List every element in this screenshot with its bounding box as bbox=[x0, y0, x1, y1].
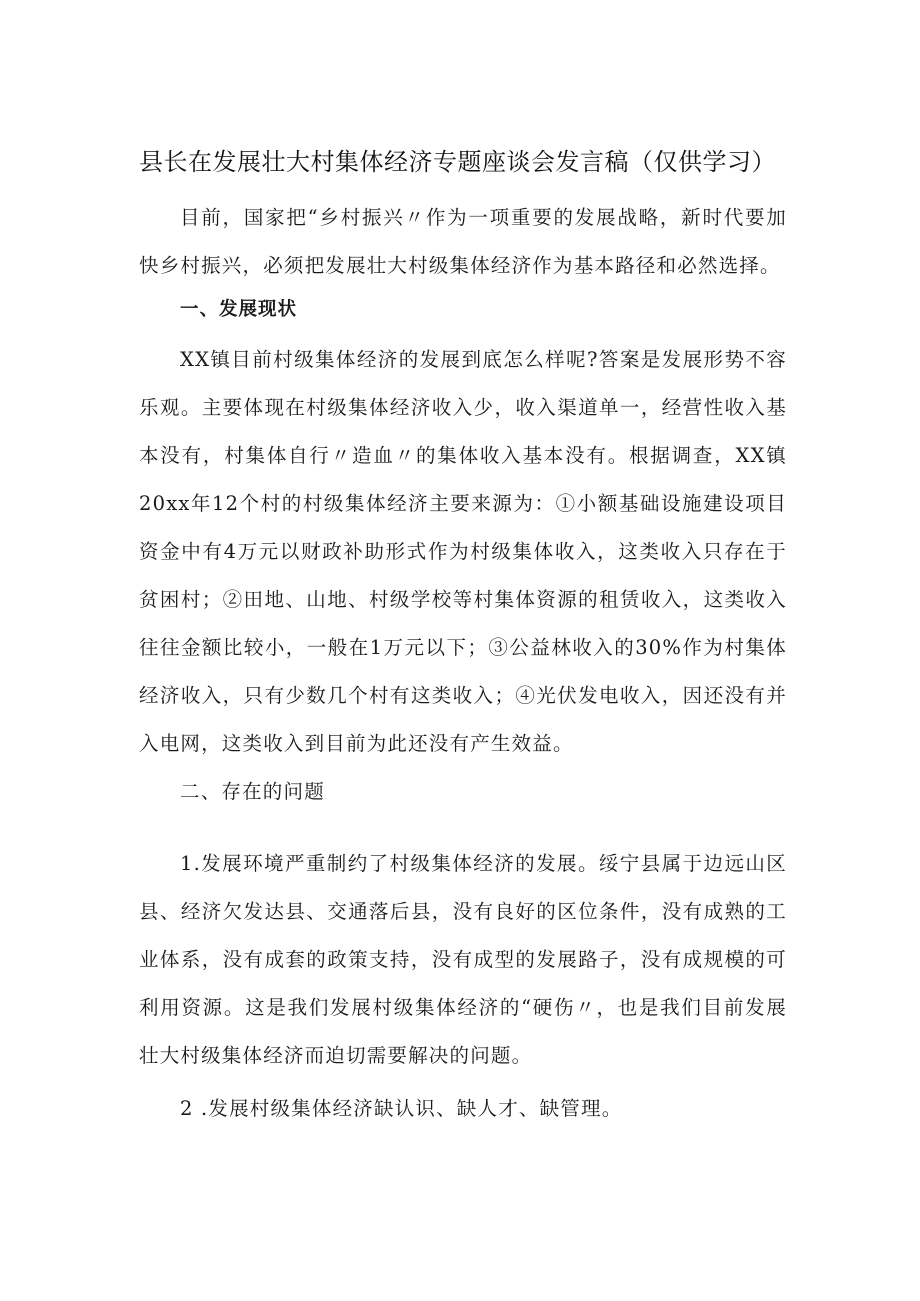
section-status-paragraph: XX镇目前村级集体经济的发展到底怎么样呢?答案是发展形势不容乐观。主要体现在村级集体经济收入少，收入渠道单一，经营性收入基本没有，村集体自行〃造血〃的集体收入基本没有。根据调查，XX镇20xx年12个村的村级集体经济主要来源为：①小额基础设施建设项目资金中有4万元以财政补助形式作为村级集体收入，这类收入只存在于贫困村；②田地、山地、村级学校等村集体资源的租赁收入，这类收入往往金额比较小，一般在1万元以下；③公益林收入的30%作为村集体经济收入，只有少数几个村有这类收入；④光伏发电收入，因还没有并入电网，这类收入到目前为此还没有产生效益。 bbox=[139, 348, 787, 755]
intro-paragraph: 目前，国家把“乡村振兴〃作为一项重要的发展战略，新时代要加快乡村振兴，必须把发展壮大村级集体经济作为基本路径和必然选择。 bbox=[139, 206, 787, 277]
problem-item-2: 2 .发展村级集体经济缺认识、缺人才、缺管理。 bbox=[180, 1097, 623, 1120]
section-heading-problems: 二、存在的问题 bbox=[180, 780, 325, 803]
document-title: 县长在发展壮大村集体经济专题座谈会发言稿（仅供学习） bbox=[139, 148, 776, 176]
problem-item-1: 1.发展环境严重制约了村级集体经济的发展。绥宁县属于边远山区县、经济欠发达县、交通落后县，没有良好的区位条件，没有成熟的工业体系，没有成套的政策支持，没有成型的发展路子，没有成规模的可利用资源。这是我们发展村级集体经济的“硬伤〃，也是我们目前发展壮大村级集体经济而迫切需要解决的问题。 bbox=[139, 852, 787, 1067]
section-heading-status: 一、发展现状 bbox=[180, 299, 298, 320]
